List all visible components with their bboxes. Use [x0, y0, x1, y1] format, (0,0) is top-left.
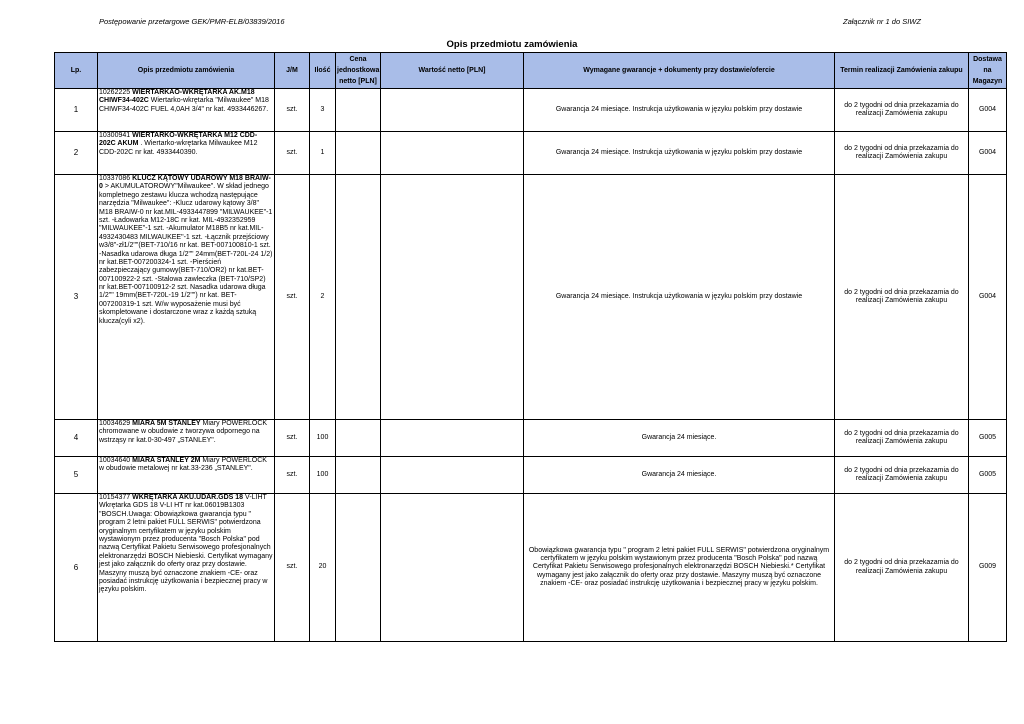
row-deadline: do 2 tygodni od dnia przekazamia do realizacji Zamówienia zakupu — [835, 457, 969, 494]
row-lp: 3 — [55, 175, 98, 420]
row-unit: szt. — [275, 89, 310, 132]
row-lp: 6 — [55, 494, 98, 642]
row-delivery: G004 — [969, 132, 1007, 175]
item-details: Miary POWERLOCK w obudowie metalowej nr kat.33-236 „STANLEY". — [99, 457, 267, 473]
item-details: V-LIHT Wkrętarka GDS 18 V-LI HT nr kat.06019B1303 "BOSCH.Uwaga: Obowiązkowa gwarancja typu " program 2 letni pakiet FULL SERWIS" potwierdzona oryginalnym certyfikatem w języku polskim wystawionym przez producenta "Bosch Polska" pod nazwą Certyfikat Pakietu Serwisowego profesjonalnych elektronarzędzi BOSCH Niebieski. Certyfikat wymagany jest jako załącznik do oferty oraz przy dostawie. Maszyny muszą być oznaczone znakiem -CE- oraz posiadać instrukcję użytkowania i bezpiecznej pracy w języku polskim. — [99, 494, 273, 594]
row-warranty: Gwarancja 24 miesiące. Instrukcja użytkowania w języku polskim przy dostawie — [524, 89, 835, 132]
row-warranty: Gwarancja 24 miesiące. — [524, 420, 835, 457]
row-delivery: G009 — [969, 494, 1007, 642]
row-deadline: do 2 tygodni od dnia przekazamia do realizacji Zamówienia zakupu — [835, 132, 969, 175]
row-deadline: do 2 tygodni od dnia przekazamia do realizacji Zamówienia zakupu — [835, 420, 969, 457]
col-header-delivery: Dostawa na Magazyn — [969, 53, 1007, 89]
item-code: 10034640 — [99, 457, 131, 464]
row-deadline: do 2 tygodni od dnia przekazamia do realizacji Zamówienia zakupu — [835, 89, 969, 132]
row-unit: szt. — [275, 494, 310, 642]
row-quantity: 100 — [310, 457, 336, 494]
row-lp: 5 — [55, 457, 98, 494]
row-description — [98, 420, 275, 457]
row-unit-price — [336, 457, 381, 494]
col-header-desc: Opis przedmiotu zamówienia — [98, 53, 275, 89]
row-unit: szt. — [275, 132, 310, 175]
order-table — [54, 52, 1007, 642]
row-warranty: Obowiązkowa gwarancja typu " program 2 letni pakiet FULL SERWIS" potwierdzona oryginalnym certyfikatem w języku polskim wystawionym przez producenta "Bosch Polska" pod nazwą Certyfikat Pakietu Serwisowego profesjonalnych elektronarzędzi BOSCH Niebieski.* Certyfikat wymagany jest jako załącznik do oferty oraz przy dostawie. Maszyny muszą być oznaczone znakiem -CE- oraz posiadać instrukcję użytkowania i bezpiecznej pracy w języku polskim. — [524, 494, 835, 642]
item-name: WIERTARKO-WKRĘTARKA M12 CDD-202C AKUM — [99, 132, 258, 148]
col-header-qty: Ilość — [310, 53, 336, 89]
row-description — [98, 457, 275, 494]
page-title: Opis przedmiotu zamówienia — [446, 39, 578, 50]
row-unit-price — [336, 494, 381, 642]
col-header-warranty: Wymagane gwarancje + dokumenty przy dostawie/ofercie — [524, 53, 835, 89]
table-row — [55, 420, 1007, 457]
row-quantity: 100 — [310, 420, 336, 457]
row-net-value — [381, 175, 524, 420]
table-row — [55, 494, 1007, 642]
row-deadline: do 2 tygodni od dnia przekazamia do realizacji Zamówienia zakupu — [835, 494, 969, 642]
row-description — [98, 89, 275, 132]
row-net-value — [381, 457, 524, 494]
row-delivery: G005 — [969, 457, 1007, 494]
item-name: WKRĘTARKA AKU.UDAR.GDS 18 — [132, 494, 244, 501]
col-header-net-value: Wartość netto [PLN] — [381, 53, 524, 89]
row-quantity: 20 — [310, 494, 336, 642]
item-details: > AKUMULATOROWY"Milwaukee". W skład jednego kompletnego zestawu klucza wchodzą następujące narzędzia "Milwaukee": -Klucz udarowy kątowy 3/8" M18 BRAIW-0 nr kat.MIL-4933447899 "MILWAUKEE"-1 szt. -Ładowarka M12-18C nr kat. MIL-4932352959 "MILWAUKEE"-1 szt. -Akumulator M18B5 nr kat.MIL-4932430483 MILWAUKEE"-1 szt. -Łącznik przejściowy w3/8"-zł1/2""(BET-710/16 nr kat. BET-007100810-1 szt. -Nasadka udarowa długa 1/2"" 24mm(BET-720L-24 1/2) nr kat.BET-007200324-1 szt. -Pierścień zabezpieczający gumowy(BET-710/OR2) nr kat.BET-007100922-2 szt. -Stalowa zawleczka (BET-710/SP2) nr kat.BET-007100912-2 szt. Nasadka udarowa długa 1/2"" 19mm(BET-720L-19 1/2"") nr kat. BET-007200319-1 szt. W/w wyposażenie musi być skompletowane i dostarczone wraz z każdą sztuką klucza(cyli x2). — [99, 183, 273, 325]
item-details: Miary POWERLOCK chromowane w obudowie z tworzywa odpornego na wstrząsy nr kat.0-30-497 „STANLEY". — [99, 420, 268, 444]
row-unit: szt. — [275, 420, 310, 457]
row-unit-price — [336, 175, 381, 420]
row-delivery: G004 — [969, 175, 1007, 420]
row-net-value — [381, 494, 524, 642]
item-details: Wiertarko-wkrętarka "Milwaukee" M18 CHIWF34-402C FUEL 4,0AH 3/4" nr kat. 4933446267. — [99, 97, 269, 113]
col-header-deadline: Termin realizacji Zamówienia zakupu — [835, 53, 969, 89]
row-net-value — [381, 420, 524, 457]
row-lp: 4 — [55, 420, 98, 457]
row-lp: 2 — [55, 132, 98, 175]
item-code: 10034629 — [99, 420, 131, 427]
row-description — [98, 132, 275, 175]
row-unit-price — [336, 89, 381, 132]
row-warranty: Gwarancja 24 miesiące. Instrukcja użytkowania w języku polskim przy dostawie — [524, 132, 835, 175]
row-quantity: 1 — [310, 132, 336, 175]
table-row — [55, 89, 1007, 132]
row-net-value — [381, 132, 524, 175]
document-header-left: Postępowanie przetargowe GEK/PMR-ELB/03839/2016 — [99, 17, 285, 26]
item-name: MIARA 5M STANLEY — [132, 420, 201, 427]
item-code: 10300941 — [99, 132, 131, 139]
item-code: 10337086 — [99, 175, 131, 182]
row-unit-price — [336, 132, 381, 175]
item-name: WIERTARKAO-WKRĘTARKA AK.M18 CHIWF34-402C — [99, 89, 255, 105]
item-name: MIARA STANLEY 2M — [132, 457, 201, 464]
row-unit: szt. — [275, 457, 310, 494]
table-row — [55, 457, 1007, 494]
document-header-right: Załącznik nr 1 do SIWZ — [843, 17, 921, 26]
row-unit: szt. — [275, 175, 310, 420]
item-code: 10154377 — [99, 494, 131, 501]
row-delivery: G004 — [969, 89, 1007, 132]
table-header-row — [55, 53, 1007, 89]
row-lp: 1 — [55, 89, 98, 132]
col-header-unit-price: Cena jednostkowa netto [PLN] — [336, 53, 381, 89]
row-delivery: G005 — [969, 420, 1007, 457]
row-description — [98, 175, 275, 420]
row-deadline: do 2 tygodni od dnia przekazamia do realizacji Zamówienia zakupu — [835, 175, 969, 420]
item-code: 10262225 — [99, 89, 131, 96]
row-warranty: Gwarancja 24 miesiące. Instrukcja użytkowania w języku polskim przy dostawie — [524, 175, 835, 420]
row-unit-price — [336, 420, 381, 457]
col-header-jm: J/M — [275, 53, 310, 89]
col-header-lp: Lp. — [55, 53, 98, 89]
row-quantity: 2 — [310, 175, 336, 420]
row-description — [98, 494, 275, 642]
row-net-value — [381, 89, 524, 132]
item-name: KLUCZ KĄTOWY UDAROWY M18 BRAIW-0 — [99, 175, 271, 191]
table-row — [55, 175, 1007, 420]
table-row — [55, 132, 1007, 175]
row-warranty: Gwarancja 24 miesiące. — [524, 457, 835, 494]
row-quantity: 3 — [310, 89, 336, 132]
item-details: . Wiertarko-wkrętarka Milwaukee M12 CDD-202C nr kat. 4933440390. — [99, 140, 258, 156]
